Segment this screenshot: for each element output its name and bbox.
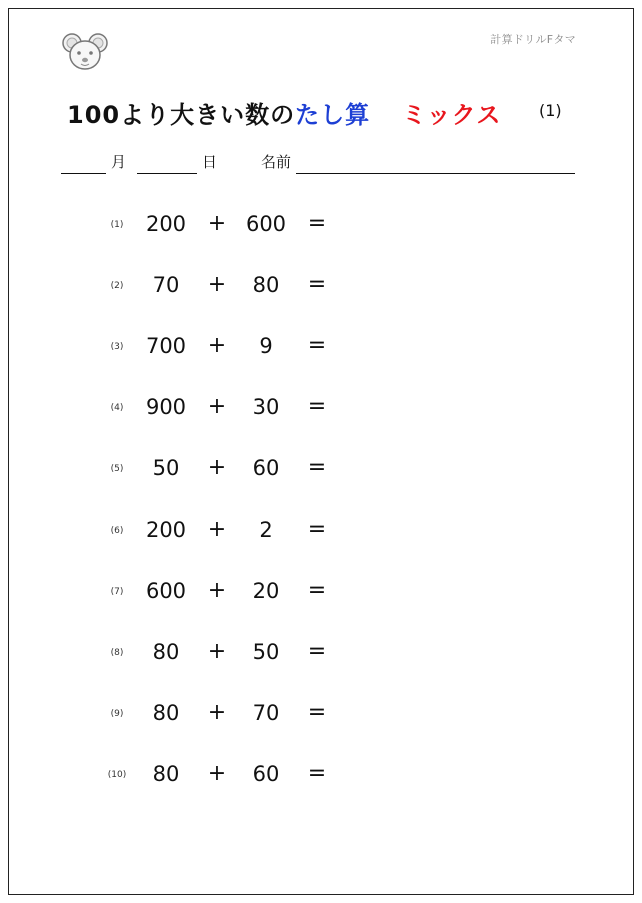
operand-b: 60 — [252, 762, 280, 786]
problem-row — [9, 328, 635, 368]
operand-a: 70 — [152, 273, 180, 297]
operand-a: 80 — [152, 640, 180, 664]
plus-sign: + — [207, 761, 227, 786]
problem-number: (2) — [110, 281, 124, 291]
operand-b: 2 — [259, 518, 273, 542]
operand-a: 700 — [145, 334, 187, 358]
operand-b: 600 — [245, 212, 287, 236]
problem-number: (5) — [110, 464, 124, 474]
equals-sign: = — [307, 211, 327, 236]
problem-number: (8) — [110, 648, 124, 658]
operand-a: 200 — [145, 518, 187, 542]
day-label: 日 — [202, 153, 218, 171]
plus-sign: + — [207, 272, 227, 297]
problem-row — [9, 206, 635, 246]
equals-sign: = — [307, 394, 327, 419]
problem-number: (1) — [110, 220, 124, 230]
plus-sign: + — [207, 211, 227, 236]
name-field[interactable] — [296, 173, 575, 174]
problem-row — [9, 512, 635, 552]
operand-b: 80 — [252, 273, 280, 297]
problem-number: (3) — [110, 342, 124, 352]
equals-sign: = — [307, 517, 327, 542]
operand-b: 50 — [252, 640, 280, 664]
equals-sign: = — [307, 272, 327, 297]
problem-number: (4) — [110, 403, 124, 413]
operand-a: 80 — [152, 701, 180, 725]
title-mix: ミックス — [402, 101, 502, 129]
month-field[interactable] — [61, 173, 106, 174]
operand-a: 50 — [152, 456, 180, 480]
day-field[interactable] — [137, 173, 197, 174]
problem-row — [9, 634, 635, 674]
brand-label: 計算ドリルFタマ — [490, 33, 576, 46]
plus-sign: + — [207, 394, 227, 419]
plus-sign: + — [207, 578, 227, 603]
problem-row — [9, 267, 635, 307]
operand-a: 900 — [145, 395, 187, 419]
name-label: 名前 — [261, 153, 292, 171]
operand-b: 60 — [252, 456, 280, 480]
title-main: 100より大きい数の — [67, 101, 296, 129]
worksheet-title — [67, 95, 501, 130]
problem-row — [9, 756, 635, 796]
equals-sign: = — [307, 578, 327, 603]
problem-row — [9, 695, 635, 735]
operand-b: 70 — [252, 701, 280, 725]
operand-b: 9 — [259, 334, 273, 358]
worksheet-page — [8, 8, 634, 895]
operand-a: 600 — [145, 579, 187, 603]
plus-sign: + — [207, 333, 227, 358]
title-addition: たし算 — [295, 101, 371, 129]
operand-b: 30 — [252, 395, 280, 419]
operand-a: 80 — [152, 762, 180, 786]
sheet-number: (1) — [539, 101, 562, 120]
plus-sign: + — [207, 639, 227, 664]
plus-sign: + — [207, 517, 227, 542]
operand-a: 200 — [145, 212, 187, 236]
problem-number: (7) — [110, 587, 124, 597]
mouse-face-icon — [62, 31, 108, 73]
problem-number: (10) — [107, 770, 127, 780]
operand-b: 20 — [252, 579, 280, 603]
equals-sign: = — [307, 761, 327, 786]
equals-sign: = — [307, 333, 327, 358]
plus-sign: + — [207, 700, 227, 725]
equals-sign: = — [307, 639, 327, 664]
problem-row — [9, 573, 635, 613]
equals-sign: = — [307, 455, 327, 480]
problem-row — [9, 450, 635, 490]
month-label: 月 — [111, 153, 127, 171]
plus-sign: + — [207, 455, 227, 480]
problem-number: (9) — [110, 709, 124, 719]
problem-number: (6) — [110, 526, 124, 536]
equals-sign: = — [307, 700, 327, 725]
problem-row — [9, 389, 635, 429]
